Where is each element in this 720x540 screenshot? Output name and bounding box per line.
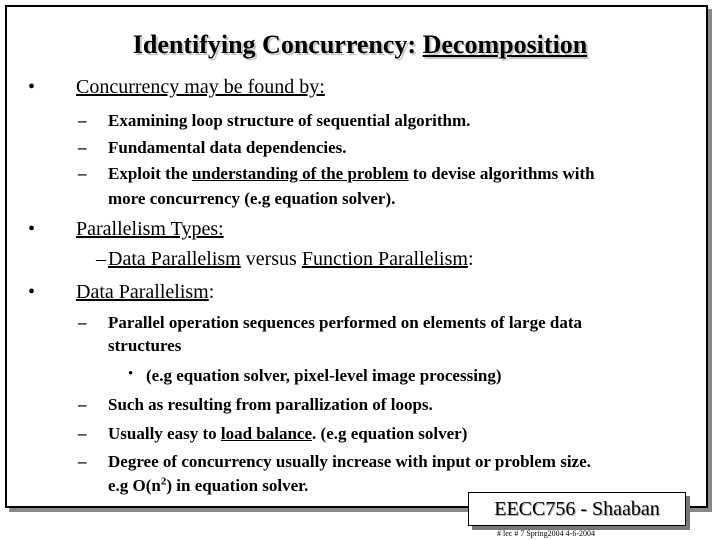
bullet-icon: • — [128, 366, 134, 382]
bullet-concurrency: Concurrency may be found by: — [76, 76, 325, 98]
dash-icon: – — [78, 313, 87, 332]
sub-item-exploit-cont: more concurrency (e.g equation solver). — [108, 189, 396, 208]
bullet-icon: • — [28, 281, 36, 303]
dash-icon: – — [78, 164, 87, 183]
sub-item-degree: Degree of concurrency usually increase with input or problem size. — [108, 452, 591, 471]
dash-icon: – — [78, 395, 87, 414]
sub-sub-item-examples: (e.g equation solver, pixel-level image processing) — [146, 366, 502, 385]
sub-item-parallel-ops-cont: structures — [108, 336, 182, 355]
lecture-footnote: # lec # 7 Spring2004 4-6-2004 — [497, 529, 595, 538]
title-part1: Identifying Concurrency: — [132, 30, 417, 59]
sub-item-degree-cont: e.g $O(n^2)$ in equation solver. — [108, 475, 309, 495]
sub-item-parallel-ops: Parallel operation sequences performed on elements of large data — [108, 313, 583, 332]
sub-item-types: Data Parallelism versus Function Parallelism: — [108, 248, 474, 270]
sub-item-loop: Examining loop structure of sequential algorithm. — [108, 111, 471, 130]
dash-icon: – — [78, 424, 87, 443]
slide-title — [0, 30, 720, 60]
sub-item-load-balance: Usually easy to load balance. (e.g equation solver) — [108, 424, 468, 443]
sub-item-loops: Such as resulting from parallization of loops. — [108, 395, 433, 414]
bullet-data-parallelism: Data Parallelism: — [76, 281, 215, 303]
dash-icon: – — [78, 111, 87, 130]
sub-item-dependencies: Fundamental data dependencies. — [108, 138, 347, 157]
course-label-box — [468, 492, 686, 526]
course-label: EECC756 - Shaaban — [494, 498, 660, 520]
dash-icon: – — [96, 248, 106, 270]
bullet-icon: • — [28, 76, 36, 98]
dash-icon: – — [78, 452, 87, 471]
bullet-parallelism-types: Parallelism Types: — [76, 218, 224, 240]
bullet-icon: • — [28, 218, 36, 240]
dash-icon: – — [78, 138, 87, 157]
title-part2: Decomposition — [422, 30, 588, 59]
sub-item-exploit: Exploit the understanding of the problem to devise algorithms with — [108, 164, 595, 183]
